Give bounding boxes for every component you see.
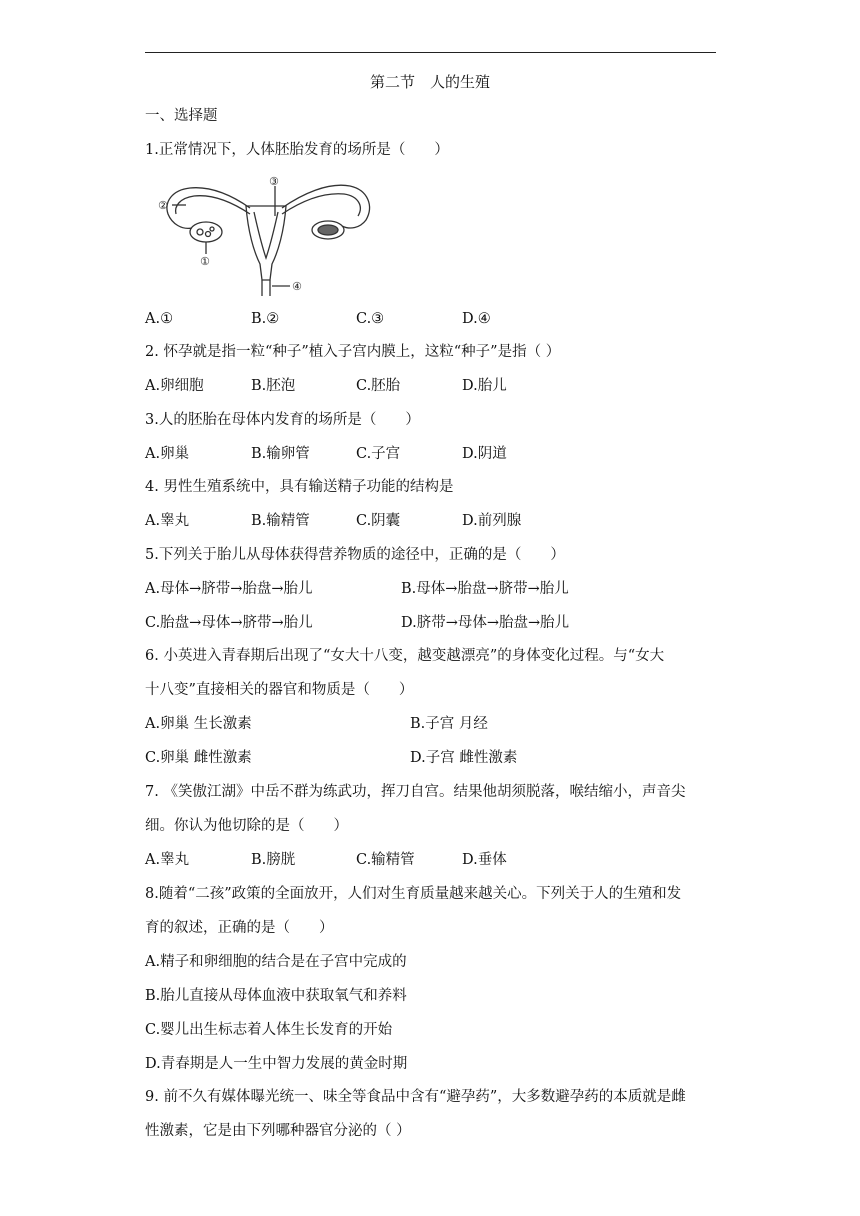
option: B.输精管: [251, 513, 310, 529]
option: A.睾丸: [145, 852, 190, 868]
question-3-stem: 3.人的胚胎在母体内发育的场所是（ ）: [145, 412, 420, 428]
question-9-stem-line1: 9. 前不久有媒体曝光统一、味全等食品中含有“避孕药”，大多数避孕药的本质就是雌: [145, 1089, 686, 1105]
header-rule: [145, 52, 716, 53]
option: C.子宫: [356, 446, 401, 462]
option: B.输卵管: [251, 446, 310, 462]
option: A.①: [145, 311, 174, 327]
option: D.阴道: [462, 446, 507, 462]
section-heading: 一、选择题: [145, 108, 218, 124]
option: C.胎盘→母体→脐带→胎儿: [145, 615, 313, 631]
option: D.子宫 雌性激素: [410, 750, 518, 766]
label-2: ②: [158, 199, 168, 212]
option: B.膀胱: [251, 852, 296, 868]
option: D.④: [462, 311, 491, 327]
label-1: ①: [200, 255, 210, 268]
label-3: ③: [269, 175, 279, 188]
question-2-stem: 2. 怀孕就是指一粒“种子”植入子宫内膜上，这粒“种子”是指（ ）: [145, 344, 561, 360]
question-6-stem-line1: 6. 小英进入青春期后出现了“女大十八变，越变越漂亮”的身体变化过程。与“女大: [145, 648, 665, 664]
question-9-stem-line2: 性激素，它是由下列哪种器官分泌的（ ）: [145, 1123, 411, 1139]
option: C.输精管: [356, 852, 415, 868]
option: C.卵巢 雌性激素: [145, 750, 252, 766]
option: A.卵细胞: [145, 378, 204, 394]
question-5-stem: 5.下列关于胎儿从母体获得营养物质的途径中，正确的是（ ）: [145, 547, 565, 563]
option: B.子宫 月经: [410, 716, 488, 732]
question-8-stem-line2: 育的叙述，正确的是（ ）: [145, 920, 334, 936]
option: A.睾丸: [145, 513, 190, 529]
option: C.婴儿出生标志着人体生长发育的开始: [145, 1022, 393, 1038]
option: A.卵巢: [145, 446, 190, 462]
option: C.阴囊: [356, 513, 401, 529]
option: D.胎儿: [462, 378, 507, 394]
option: D.垂体: [462, 852, 507, 868]
option: D.前列腺: [462, 513, 522, 529]
question-4-stem: 4. 男性生殖系统中，具有输送精子功能的结构是: [145, 479, 454, 495]
female-reproductive-system-diagram: [150, 172, 380, 300]
option: B.母体→胎盘→脐带→胎儿: [401, 581, 569, 597]
option: C.③: [356, 311, 385, 327]
question-1-stem: 1.正常情况下，人体胚胎发育的场所是（ ）: [145, 142, 449, 158]
option: D.脐带→母体→胎盘→胎儿: [401, 615, 570, 631]
question-7-stem-line2: 细。你认为他切除的是（ ）: [145, 818, 348, 834]
page-title: 第二节 人的生殖: [369, 73, 490, 91]
option: A.精子和卵细胞的结合是在子宫中完成的: [145, 954, 407, 970]
option: C.胚胎: [356, 378, 401, 394]
option: B.胎儿直接从母体血液中获取氧气和养料: [145, 988, 407, 1004]
option: B.胚泡: [251, 378, 296, 394]
option: A.卵巢 生长激素: [145, 716, 252, 732]
option: D.青春期是人一生中智力发展的黄金时期: [145, 1056, 408, 1072]
option: B.②: [251, 311, 280, 327]
question-8-stem-line1: 8.随着“二孩”政策的全面放开，人们对生育质量越来越关心。下列关于人的生殖和发: [145, 886, 682, 902]
option: A.母体→脐带→胎盘→胎儿: [145, 581, 313, 597]
label-4: ④: [292, 280, 302, 293]
question-7-stem-line1: 7. 《笑傲江湖》中岳不群为练武功，挥刀自宫。结果他胡须脱落，喉结缩小，声音尖: [145, 784, 686, 800]
question-6-stem-line2: 十八变”直接相关的器官和物质是（ ）: [145, 682, 414, 698]
